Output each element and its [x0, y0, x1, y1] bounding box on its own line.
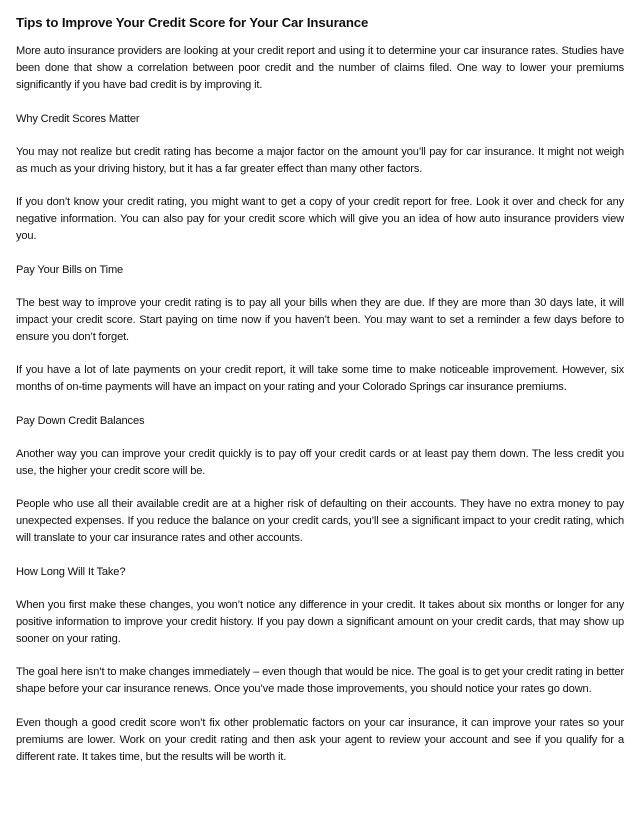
paragraph: When you first make these changes, you won’t notice any difference in your credit. It takes about six months or longer for any positive information to improve your credit history. If you pay down a significant amount on your credit cards, that may show up sooner on your rating. — [16, 598, 624, 646]
paragraph: Even though a good credit score won’t fix other problematic factors on your car insurance, it can improve your rates so your premiums are lower. Work on your credit rating and then ask your agent to review your account and see if you qualify for a different rate. It takes time, but the results will be worth it. — [16, 716, 624, 764]
document-title: Tips to Improve Your Credit Score for Your Car Insurance — [16, 15, 369, 30]
intro-paragraph: More auto insurance providers are looking at your credit report and using it to determine your car insurance rates. Studies have been done that show a correlation between poor credit and the number of claims filed. One way to lower your premiums significantly if you have bad credit is by improving it. — [16, 45, 624, 92]
paragraph: Another way you can improve your credit quickly is to pay off your credit cards or at least pay them down. The less credit you use, the higher your credit score will be. — [16, 447, 624, 477]
section-heading-pay-down-credit-balances: Pay Down Credit Balances — [16, 414, 145, 427]
section-heading-why-credit-scores-matter: Why Credit Scores Matter — [16, 112, 140, 125]
paragraph: People who use all their available credit are at a higher risk of defaulting on their accounts. They have no extra money to pay unexpected expenses. If you reduce the balance on your credit cards, you’ll see a significant impact to your credit rating, which will translate to your car insurance rates and other accounts. — [16, 498, 624, 545]
paragraph: The best way to improve your credit rating is to pay all your bills when they are due. If they are more than 30 days late, it will impact your credit score. Start paying on time now if you haven’t been. You may want to set a reminder a few days before to ensure you don’t forget. — [16, 296, 624, 344]
section-heading-how-long-will-it-take: How Long Will It Take? — [16, 565, 126, 578]
paragraph: If you don’t know your credit rating, you might want to get a copy of your credit report for free. Look it over and check for any negative information. You can also pay for your credit score which will give you an idea of how auto insurance providers view you. — [16, 196, 624, 243]
section-heading-pay-bills-on-time: Pay Your Bills on Time — [16, 263, 124, 276]
paragraph: The goal here isn’t to make changes immediately – even though that would be nice. The goal is to get your credit rating in better shape before your car insurance renews. Once you’ve made those improvements, you should notice your rates go down. — [16, 666, 624, 696]
paragraph: You may not realize but credit rating has become a major factor on the amount you’ll pay for car insurance. It might not weigh as much as your driving history, but it has a far greater effect than many other factors. — [16, 145, 624, 175]
paragraph: If you have a lot of late payments on your credit report, it will take some time to make noticeable improvement. However, six months of on-time payments will have an impact on your rating and your Colorado Springs car insurance premiums. — [16, 364, 624, 394]
